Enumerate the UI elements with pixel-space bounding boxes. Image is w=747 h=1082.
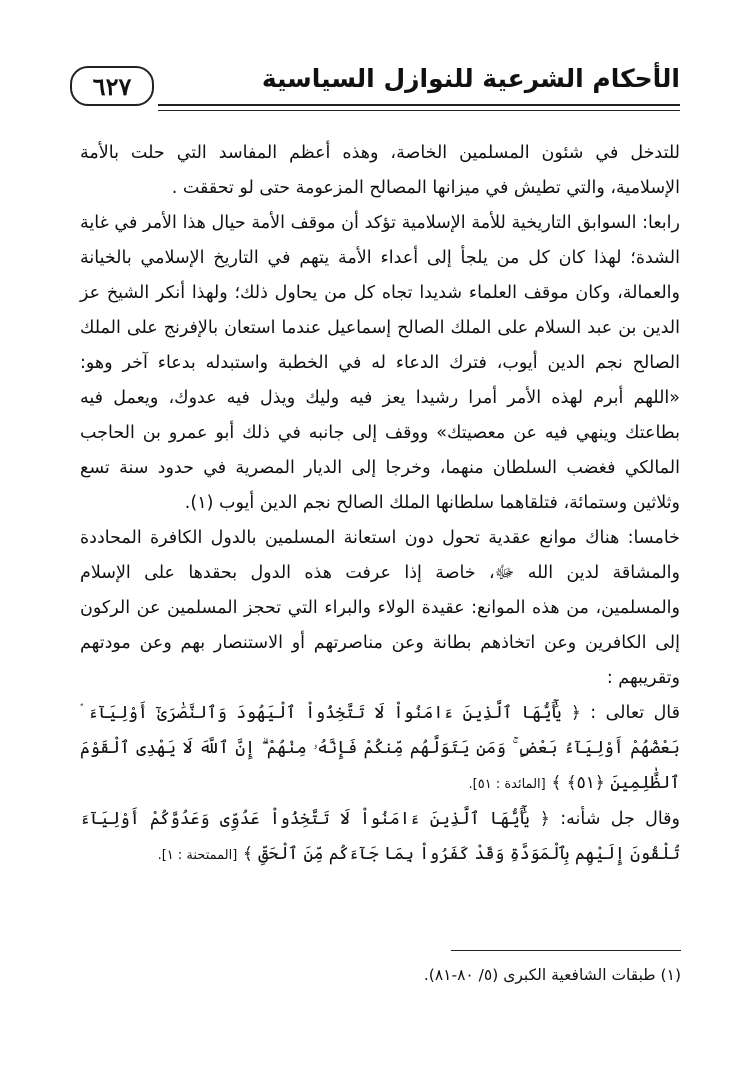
- page-header: [70, 58, 680, 108]
- running-title: الأحكام الشرعية للنوازل السياسية: [261, 64, 680, 93]
- quran-quote-1: [80, 696, 680, 802]
- page-number: ٦٢٧: [92, 71, 132, 101]
- quote-1-reference: [المائدة : ٥١].: [468, 777, 546, 792]
- quran-quote-2: [80, 802, 680, 873]
- paragraph-2: رابعا: السوابق التاريخية للأمة الإسلامية تؤكد أن موقف الأمة حيال هذا الأمر في غاية الشدة؛ لهذا كان كل من يلجأ إلى أعداء الأمة يتهم في التاريخ الإسلامي بالخيانة والعمالة، وكان موقف العلماء شديدا تجاه كل من يحاول ذلك؛ ولهذا أنكر الشيخ عز الدين بن عبد السلام على الملك الصالح إسماعيل عندما استعان بالإفرنج على الملك الصالح نجم الدين أيوب، فترك الدعاء له في الخطبة واستبدله بدعاء آخر وهو: «اللهم أبرم لهذه الأمر أمرا رشيدا يعز فيه وليك ويذل فيه عدوك، ويعمل فيه بطاعتك وينهي فيه عن معصيتك» ووقف إلى جانبه في ذلك أبو عمرو بن الحاجب المالكي فغضب السلطان منهما، وخرجا إلى الديار المصرية في حدود سنة تسع وثلاثين وستمائة، فتلقاهما سلطانها الملك الصالح نجم الدين أيوب (١).: [80, 213, 680, 513]
- quote-2-verse: ﴿ يَٰٓأَيُّهَا ٱلَّذِينَ ءَامَنُواْ لَا تَتَّخِذُواْ عَدُوِّى وَعَدُوَّكُمْ أَوْلِيَآءَ تُلْقُونَ إِلَيْهِم بِٱلْمَوَدَّةِ وَقَدْ كَفَرُواْ بِمَا جَآءَكُم مِّنَ ٱلْحَقِّ ﴾: [80, 809, 680, 864]
- header-rule: [158, 104, 680, 111]
- footnote-divider: [451, 950, 681, 951]
- page-number-badge: [70, 66, 154, 106]
- quote-1-intro: قال تعالى :: [590, 703, 680, 723]
- paragraph-1: للتدخل في شئون المسلمين الخاصة، وهذه أعظم المفاسد التي حلت بالأمة الإسلامية، والتي تطيش في ميزانها المصالح المزعومة حتى لو تحققت .: [80, 143, 680, 198]
- body-text: [80, 136, 680, 873]
- quote-2-intro: وقال جل شأنه:: [560, 809, 680, 829]
- footnote: (١) طبقات الشافعية الكبرى (٥/ ٨٠-٨١).: [423, 966, 681, 984]
- quote-2-reference: [الممتحنة : ١].: [157, 848, 238, 863]
- quote-1-verse: ﴿ يَٰٓأَيُّهَا ٱلَّذِينَ ءَامَنُواْ لَا تَتَّخِذُواْ ٱلْيَهُودَ وَٱلنَّصَٰرَىٰٓ أَوْلِيَآءَ ۘ بَعْضُهُمْ أَوْلِيَآءُ بَعْضٍ ۚ وَمَن يَتَوَلَّهُم مِّنكُمْ فَإِنَّهُۥ مِنْهُمْ ۗ إِنَّ ٱللَّهَ لَا يَهْدِى ٱلْقَوْمَ ٱلظَّٰلِمِينَ ﴿٥١﴾ ﴾: [80, 703, 680, 793]
- paragraph-3: خامسا: هناك موانع عقدية تحول دون استعانة المسلمين بالدول الكافرة المحاددة والمشاقة لدين الله ﷻ، خاصة إذا عرفت هذه الدول بحقدها على الإسلام والمسلمين، من هذه الموانع: عقيدة الولاء والبراء التي تحجز المسلمين عن الركون إلى الكافرين وعن اتخاذهم بطانة وعن مناصرتهم أو الاستنصار بهم وعن مودتهم وتقريبهم :: [80, 528, 680, 688]
